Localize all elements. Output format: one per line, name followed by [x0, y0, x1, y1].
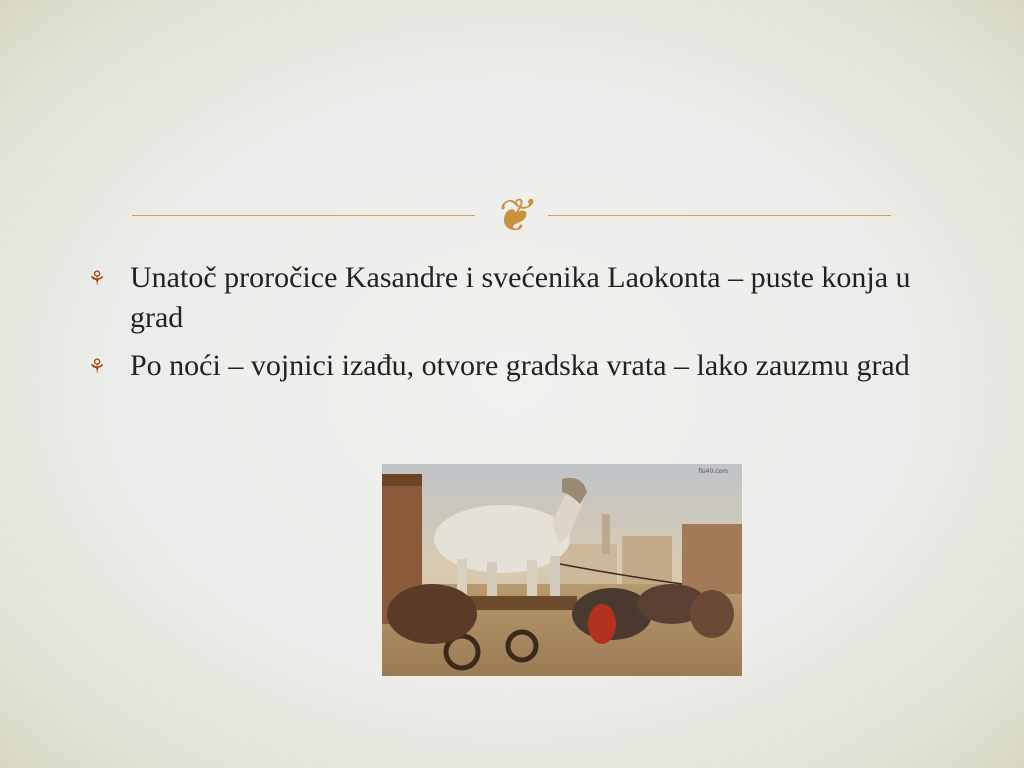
- image-watermark: flo40.com: [698, 468, 728, 475]
- bullet-item: [88, 346, 928, 386]
- title-divider-right: [548, 215, 891, 216]
- title-divider-left: [132, 215, 475, 216]
- bullet-text: Unatoč proročice Kasandre i svećenika Laokonta – puste konja u grad: [130, 261, 911, 334]
- bullet-item: [88, 258, 928, 338]
- bullet-text: Po noći – vojnici izađu, otvore gradska vrata – lako zauzmu grad: [130, 349, 910, 382]
- bullet-list: [88, 258, 928, 394]
- trojan-horse-painting: [382, 464, 742, 676]
- curl-bullet-icon: ⚘: [88, 354, 106, 378]
- curl-ornament-icon: ❦: [492, 188, 532, 242]
- curl-bullet-icon: ⚘: [88, 266, 106, 290]
